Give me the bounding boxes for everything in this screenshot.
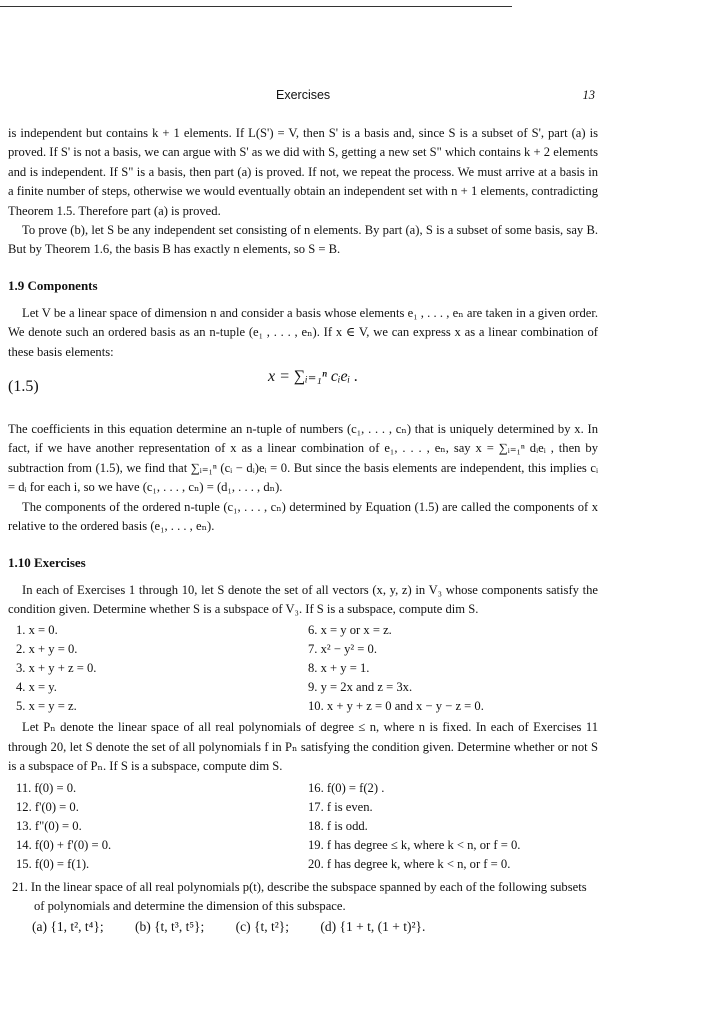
exercise-item: 3. x + y + z = 0. — [16, 661, 97, 676]
paragraph-polynomial-intro: Let Pₙ denote the linear space of all real polynomials of degree ≤ n, where n is fixed. In each of Exercises 11 through 20, let S denote the set of all polynomials f in Pₙ satisfying the condition given. Determine whether or not S is a subspace of Pₙ. If S is a subspace, compute dim S. — [8, 720, 598, 774]
exercise-item: 19. f has degree ≤ k, where k < n, or f = 0. — [308, 837, 521, 852]
exercise-21-parts — [8, 916, 598, 938]
paragraph-ordered-basis: Let V be a linear space of dimension n and consider a basis whose elements e₁ , . . . , eₙ are taken in a given order. We denote such an ordered basis as an n-tuple (e₁ , . . . , eₙ). If x ∈ V, we can express x as a linear combination of these basis elements: — [8, 305, 598, 359]
exercise-item: 4. x = y. — [16, 680, 57, 695]
exercise-21-part-a: (a) {1, t², t⁴}; — [32, 918, 104, 934]
exercise-item: 8. x + y = 1. — [308, 661, 370, 676]
paragraph-components-definition: The components of the ordered n-tuple (c₁, . . . , cₙ) determined by Equation (1.5) are called the components of x relative to the ordered basis (e₁, . . . , eₙ). — [8, 499, 598, 534]
exercise-item: 13. f"(0) = 0. — [16, 818, 82, 833]
exercise-item: 7. x² − y² = 0. — [308, 642, 377, 657]
paragraph-proof-part-b: To prove (b), let S be any independent set consisting of n elements. By part (a), S is a subset of some basis, say B. But by Theorem 1.6, the basis B has exactly n elements, so S = B. — [8, 223, 598, 257]
exercise-list-11-20 — [8, 779, 598, 874]
exercise-item: 1. x = 0. — [16, 623, 58, 638]
exercise-item: 12. f'(0) = 0. — [16, 799, 79, 814]
paragraph-exercises-intro: In each of Exercises 1 through 10, let S denote the set of all vectors (x, y, z) in V₃ whose components satisfy the condition given. Determine whether S is a subspace of V₃. If S is a subspace, compute dim S. — [8, 582, 598, 616]
page-body — [8, 124, 598, 938]
exercise-21-part-d: (d) {1 + t, (1 + t)²}. — [320, 918, 426, 934]
exercise-item: 10. x + y + z = 0 and x − y − z = 0. — [308, 699, 484, 714]
exercise-item: 14. f(0) + f'(0) = 0. — [16, 837, 112, 852]
exercise-item: 11. f(0) = 0. — [16, 780, 77, 795]
exercise-item: 5. x = y = z. — [16, 699, 77, 714]
section-heading-exercises: 1.10 Exercises — [8, 554, 86, 570]
exercise-item: 16. f(0) = f(2) . — [308, 780, 385, 795]
exercise-item: 15. f(0) = f(1). — [16, 856, 90, 871]
equation-formula: x = ∑ᵢ₌₁ⁿ cᵢeᵢ . — [268, 368, 359, 386]
exercise-21-part-c: (c) {t, t²}; — [235, 918, 290, 934]
exercise-item: 20. f has degree k, where k < n, or f = 0. — [308, 856, 511, 871]
exercise-item: 18. f is odd. — [308, 818, 368, 833]
exercise-list-1-10 — [8, 621, 598, 716]
top-rule — [0, 6, 512, 7]
section-heading-components: 1.9 Components — [8, 277, 98, 293]
paragraph-proof-part-a: is independent but contains k + 1 elements. If L(S') = V, then S' is a basis and, since S is a subset of S', part (a) is proved. If S' is not a basis, we can argue with S' as we did with S, getting a new set S" which contains k + 2 elements and is independent. If S" is a basis, then part (a) is proved. If not, we repeat the process. We must arrive at a basis in a finite number of steps, otherwise we would eventually obtain an independent set with n + 1 elements, contradicting Theorem 1.5. Therefore part (a) is proved. — [8, 126, 598, 218]
exercise-item: 9. y = 2x and z = 3x. — [308, 680, 413, 695]
exercise-item: 17. f is even. — [308, 799, 373, 814]
page-number: 13 — [582, 88, 595, 102]
paragraph-uniqueness: The coefficients in this equation determine an n-tuple of numbers (c₁, . . . , cₙ) that is uniquely determined by x. In fact, if we have another representation of x as a linear combination of e₁, . . . , eₙ, say x = ∑ᵢ₌₁ⁿ dᵢeᵢ , then by subtraction from (1.5), we find that ∑ᵢ₌₁ⁿ (cᵢ − dᵢ)eᵢ = 0. But since the basis elements are independent, this implies cᵢ = dᵢ for each i, so we have (c₁, . . . , cₙ) = (d₁, . . . , dₙ). — [8, 422, 598, 495]
equation-label: (1.5) — [8, 378, 39, 396]
header-title: Exercises — [276, 88, 331, 102]
exercise-item: 6. x = y or x = z. — [308, 623, 392, 638]
equation-1-5 — [8, 366, 598, 410]
exercise-item: 2. x + y = 0. — [16, 642, 78, 657]
exercise-21: 21. In the linear space of all real polynomials p(t), describe the subspace spanned by each of the following subsets of polynomials and determine the dimension of this subspace. — [12, 879, 587, 913]
running-header — [0, 88, 728, 104]
exercise-21-part-b: (b) {t, t³, t⁵}; — [134, 918, 205, 934]
